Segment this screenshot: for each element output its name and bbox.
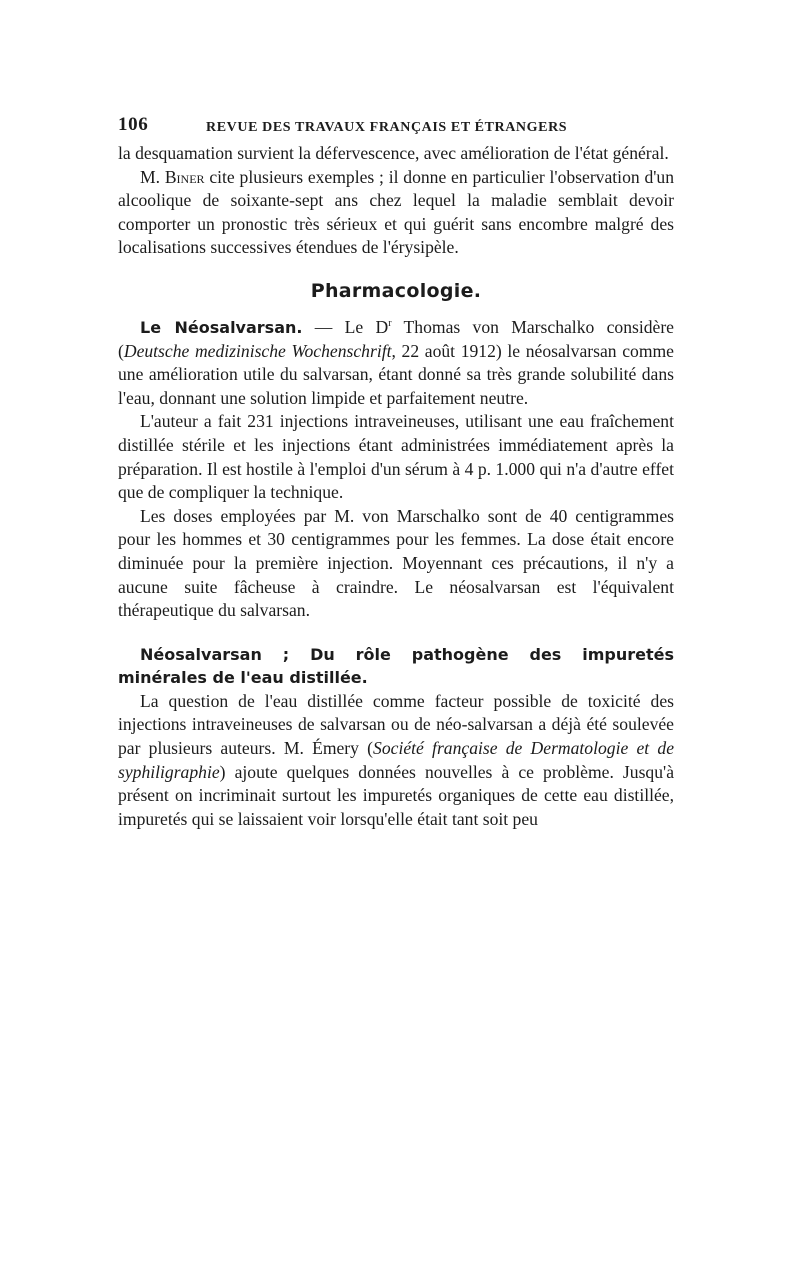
running-header [118, 112, 674, 142]
article-2-text-1: La question de l'eau distillée comme facteur possible de toxicité des injections intraveineuses de salvarsan ou de néo-salvarsan a déjà été soulevée par plusieurs auteurs. M. Émery ( [118, 690, 674, 759]
running-title: REVUE DES TRAVAUX FRANÇAIS ET ÉTRANGERS [206, 120, 568, 135]
society-title: Société française de Dermatologie et de syphiligraphie [118, 738, 674, 782]
article-1-paragraph-1 [118, 316, 674, 410]
intro-text-2: cite plusieurs exemples ; il donne en particulier l'observation d'un alcoolique de soixante-sept ans chez lequel la maladie semblait devoir comporter un pronostic très sérieux et qui guérit sans encombre malgré des localisations successives étendues de l'érysipèle. [118, 166, 675, 258]
article-2-heading-text: Néosalvarsan ; Du rôle pathogène des impuretés minérales de l'eau distillée. [118, 644, 674, 688]
journal-title: Deutsche medizinische Wochenschrift [123, 340, 392, 361]
page-number: 106 [118, 114, 149, 135]
article-2-heading [118, 643, 674, 690]
article-1-text-2: Thomas von Marschalko considère ( [118, 316, 674, 361]
article-2-paragraph-1 [118, 690, 674, 832]
article-1-paragraph-3 [118, 505, 674, 623]
page [118, 112, 674, 831]
article-1-text-4: L'auteur a fait 231 injections intraveineuses, utilisant une eau fraîchement distillée stérile et les injections étant administrées immédiatement après la préparation. Il est hostile à l'emploi d'un sérum à 4 p. 1.000 qui n'a d'autre effet que de compliquer la technique. [118, 411, 674, 503]
article-1-text-3: , 22 août 1912) le néosalvarsan comme une amélioration utile du salvarsan, étant donné sa très grande solubilité dans l'eau, donnant une solution limpide et parfaitement neutre. [118, 340, 674, 408]
article-1-paragraph-2 [118, 410, 674, 504]
section-title: Pharmacologie. [310, 279, 482, 302]
intro-text-1: la desquamation survient la défervescence, avec amélioration de l'état général. [118, 143, 669, 163]
author-name: M. Biner [140, 166, 205, 187]
article-2-text-2: ) ajoute quelques données nouvelles à ce problème. Jusqu'à présent on incriminait surtout les impuretés organiques de cette eau distillée, impuretés qui se laissaient voir lorsqu'elle était tant soit peu [118, 761, 674, 829]
article-1-text-5: Les doses employées par M. von Marschalko sont de 40 centigrammes pour les hommes et 30 centigrammes pour les femmes. La dose était encore diminuée pour la première injection. Moyennant ces précautions, il n'y a aucune suite fâcheuse à craindre. Le néosalvarsan est l'équivalent thérapeutique du salvarsan. [118, 505, 674, 621]
intro-paragraph-2 [118, 166, 674, 260]
article-1-lead: Le Néosalvarsan. [140, 317, 303, 337]
doctor-superscript: r [388, 318, 392, 330]
intro-paragraph-1 [118, 142, 674, 166]
article-1-text-1: — Le D [302, 316, 389, 337]
